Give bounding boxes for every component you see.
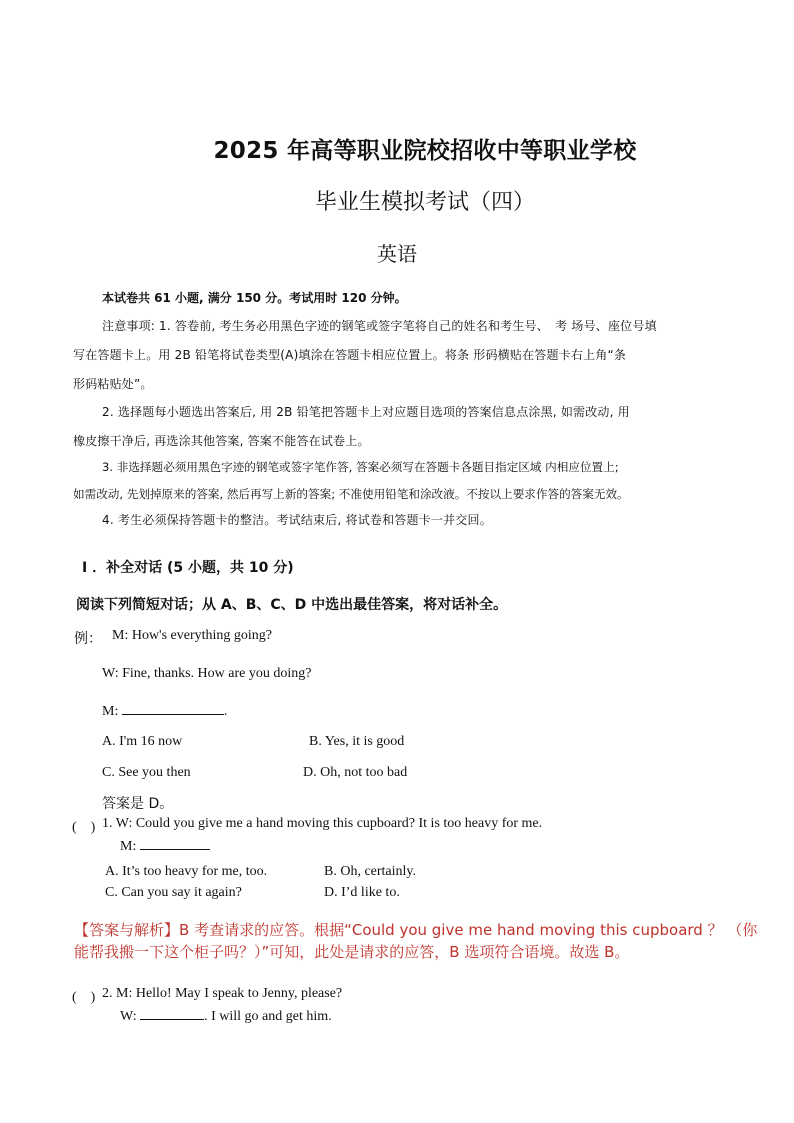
section-heading: Ⅰ ．补全对话 (5 小题，共 10 分) (82, 560, 294, 576)
section-directions: 阅读下列简短对话；从 A、B、C、D 中选出最佳答案，将对话补全。 (76, 597, 508, 613)
note-1-line-2: 写在答题卡上。用 2B 铅笔将试卷类型(A)填涂在答题卡相应位置上。将条 形码横贴在答题卡右上角“条 (73, 348, 627, 362)
question-1-option-c: C. Can you say it again? (105, 885, 242, 900)
note-4: 4. 考生必须保持答题卡的整洁。考试结束后, 将试卷和答题卡一并交回。 (102, 513, 492, 527)
question-2-stem: 2. M: Hello! May I speak to Jenny, please? (102, 986, 343, 1001)
subject-title: 英语 (377, 242, 417, 266)
example-option-d: D. Oh, not too bad (303, 765, 408, 780)
exam-subtitle: 毕业生模拟考试（四） (314, 190, 535, 215)
note-1-line-3: 形码粘贴处”。 (73, 377, 153, 391)
example-option-c: C. See you then (102, 765, 191, 780)
exam-title: 2025 年高等职业院校招收中等职业学校 (213, 138, 637, 164)
note-2-line-2: 橡皮擦干净后, 再选涂其他答案, 答案不能答在试卷上。 (73, 434, 370, 448)
example-answer: 答案是 D。 (102, 796, 174, 812)
example-option-a: A. I'm 16 now (102, 734, 183, 749)
question-2-response: W: . I will go and get him. (120, 1009, 332, 1024)
question-1-stem: 1. W: Could you give me a hand moving this cupboard? It is too heavy for me. (102, 816, 543, 831)
example-line-2: W: Fine, thanks. How are you doing? (102, 666, 312, 681)
question-1-option-b: B. Oh, certainly. (324, 864, 417, 879)
question-1-option-a: A. It’s too heavy for me, too. (105, 864, 268, 879)
question-1-paren: ( ) (72, 820, 96, 835)
question-2-blank (140, 1007, 204, 1020)
question-1-option-d: D. I’d like to. (324, 885, 400, 900)
question-2-paren: ( ) (72, 990, 96, 1005)
question-1-blank (140, 837, 210, 850)
note-2-line-1: 2. 选择题每小题选出答案后, 用 2B 铅笔把答题卡上对应题目选项的答案信息点涂黑, 如需改动, 用 (102, 405, 630, 419)
question-1-analysis-line-1: 【答案与解析】B 考查请求的应答。根据“Could you give me hand moving this cupboard ？ （你 (74, 921, 758, 939)
question-1-analysis-line-2: 能帮我搬一下这个柜子吗？）”可知，此处是请求的应答，B 选项符合语境。故选 B。 (74, 943, 630, 961)
note-3-line-1: 3. 非选择题必须用黑色字迹的钢笔或签字笔作答, 答案必须写在答题卡各题目指定区域 内相应位置上; (102, 460, 619, 474)
question-1-response: M: (120, 837, 210, 855)
example-blank (122, 702, 224, 715)
analysis-tag: 【答案与解析】 (74, 921, 180, 939)
example-option-b: B. Yes, it is good (309, 734, 405, 749)
example-label: 例： (74, 631, 102, 647)
example-line-1: M: How's everything going? (112, 628, 273, 643)
note-1-line-1: 注意事项: 1. 答卷前, 考生务必用黑色字迹的钢笔或签字笔将自己的姓名和考生号、 考 场号、座位号填 (102, 319, 657, 333)
note-3-line-2: 如需改动, 先划掉原来的答案, 然后再写上新的答案; 不准使用铅笔和涂改液。不按以上要求作答的答案无效。 (73, 487, 629, 501)
exam-intro: 本试卷共 61 小题, 满分 150 分。考试用时 120 分钟。 (102, 291, 407, 305)
example-line-3: M: . (102, 704, 228, 719)
